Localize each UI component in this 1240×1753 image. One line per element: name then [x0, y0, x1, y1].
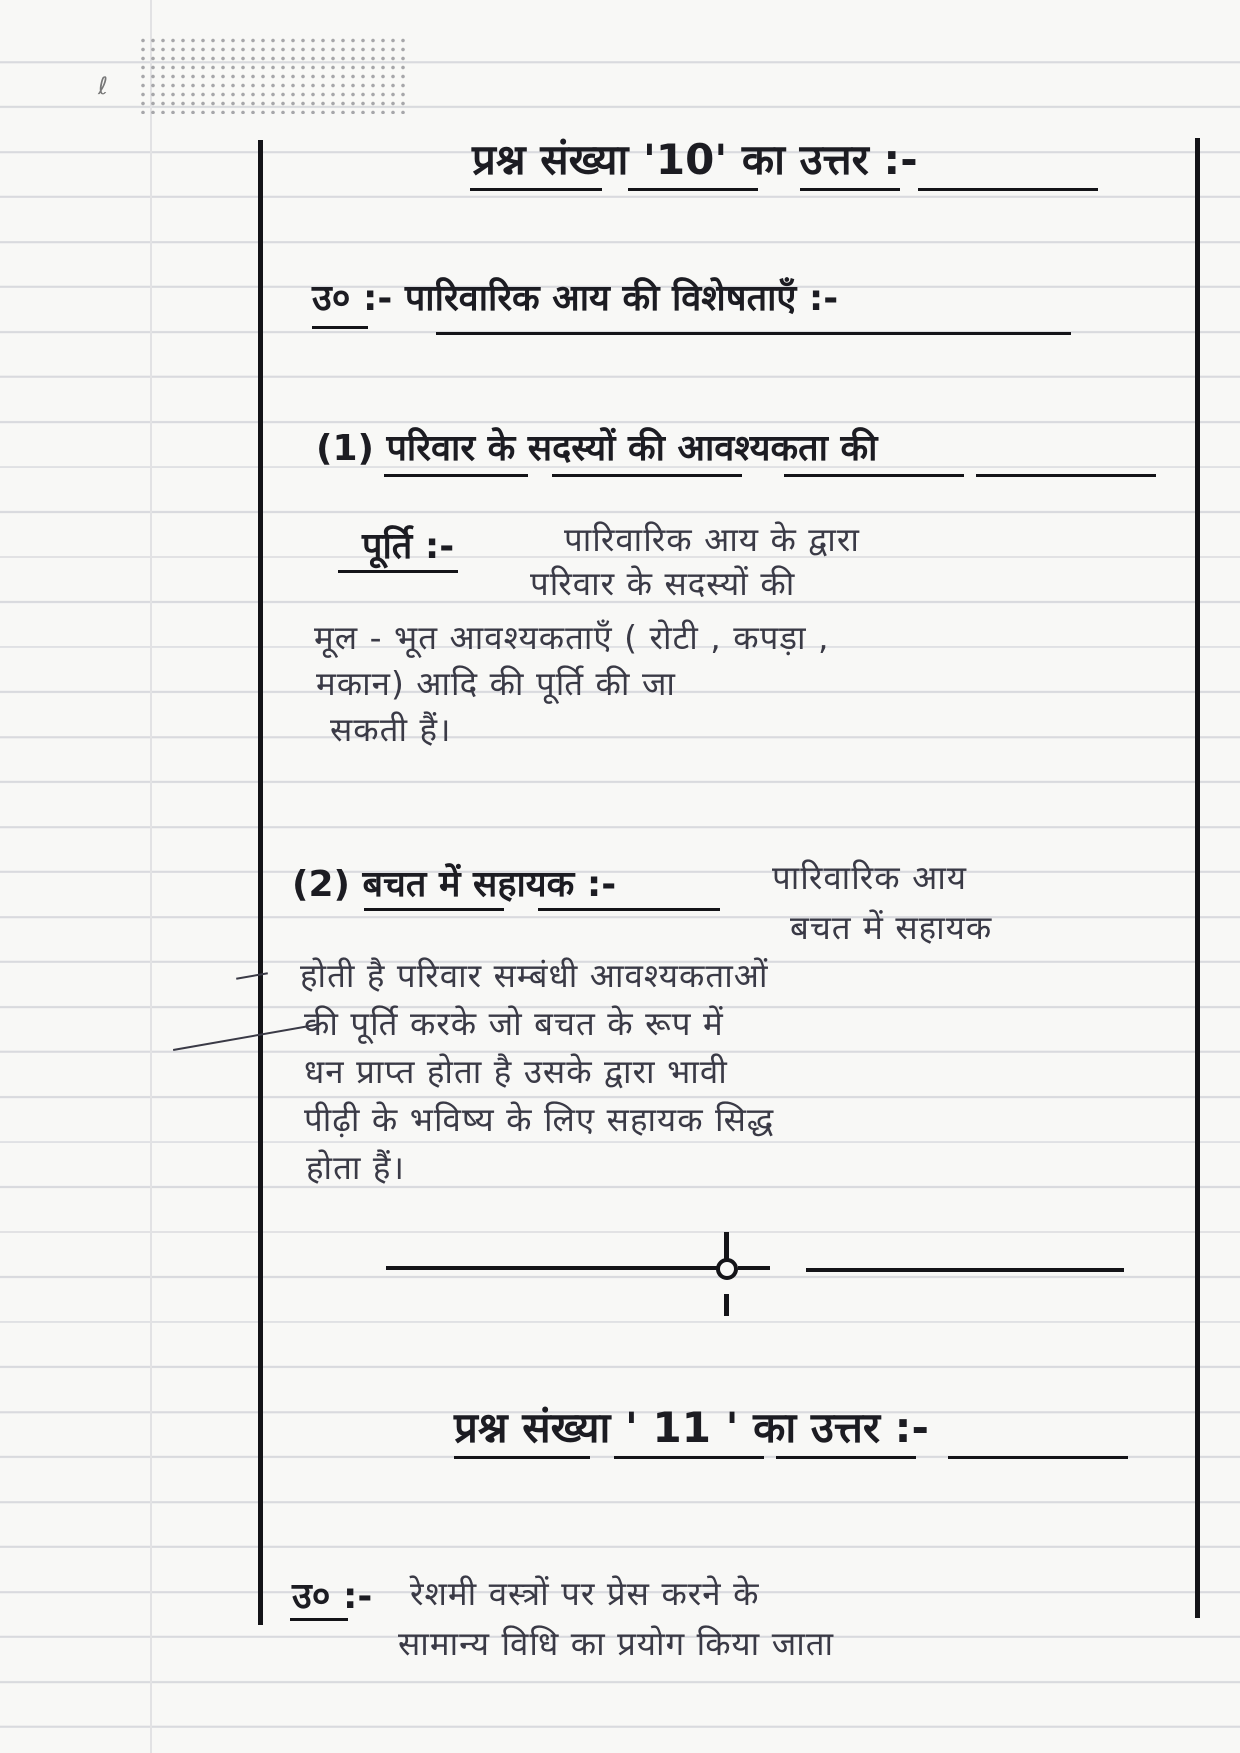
q11-answer-label-underline	[290, 1618, 348, 1621]
point1-heading-line2: पूर्ति :-	[362, 526, 455, 567]
margin-ink-stroke-1	[236, 972, 268, 980]
margin-rule	[150, 0, 152, 1753]
point1-body-line1: पारिवारिक आय के द्वारा	[564, 520, 860, 559]
q11-title-underline-3	[776, 1456, 916, 1459]
divider-line-right-stub	[738, 1266, 770, 1270]
q11-answer-label: उ० :-	[292, 1576, 373, 1617]
divider-stem-top	[724, 1232, 729, 1260]
answer-frame-left-border	[258, 140, 263, 1625]
point2-body-line2: बचत में सहायक	[790, 908, 993, 947]
q10-title-underline-1	[470, 188, 602, 191]
point2-body-line3: होती है परिवार सम्बंधी आवश्यकताओं	[300, 956, 769, 995]
divider-knot	[716, 1258, 738, 1280]
q10-answer-heading: उ० :- पारिवारिक आय की विशेषताएँ :-	[312, 278, 839, 319]
answer-frame-right-border	[1195, 138, 1200, 1618]
point1-underline-3	[784, 474, 964, 477]
point2-body-line4: की पूर्ति करके जो बचत के रूप में	[304, 1004, 724, 1043]
point1-body-line5: सकती हैं।	[330, 710, 452, 749]
point2-body-line5: धन प्राप्त होता है उसके द्वारा भावी	[304, 1052, 728, 1091]
point1-heading-line1: (1) परिवार के सदस्यों की आवश्यकता की	[316, 428, 878, 469]
q11-body-line2: सामान्य विधि का प्रयोग किया जाता	[398, 1624, 835, 1663]
q11-title-underline-2	[614, 1456, 764, 1459]
point2-body-line1: पारिवारिक आय	[772, 858, 967, 897]
point1-body-line2: परिवार के सदस्यों की	[530, 564, 796, 603]
margin-mark: ℓ	[98, 72, 108, 100]
point2-heading: (2) बचत में सहायक :-	[292, 864, 617, 905]
answer-label-underline	[312, 326, 368, 329]
q10-title-underline-3	[800, 188, 900, 191]
q11-title-underline-1	[454, 1456, 590, 1459]
point2-body-line7: होता हैं।	[306, 1148, 405, 1187]
q11-title: प्रश्न संख्या ' 11 ' का उत्तर :-	[454, 1403, 929, 1452]
q11-title-underline-4	[948, 1456, 1128, 1459]
divider-line-left	[386, 1266, 692, 1270]
margin-ink-stroke-2	[173, 1023, 321, 1051]
divider-line-right	[806, 1268, 1124, 1272]
q11-body-line1: रेशमी वस्त्रों पर प्रेस करने के	[410, 1574, 760, 1613]
point1-underline-2	[552, 474, 742, 477]
dot-matrix-stamp	[138, 36, 408, 114]
point1-body-line3: मूल - भूत आवश्यकताएँ ( रोटी , कपड़ा ,	[314, 618, 830, 657]
point2-underline-1	[364, 908, 504, 911]
point2-body-line6: पीढ़ी के भविष्य के लिए सहायक सिद्ध	[304, 1100, 775, 1139]
divider-stem-bottom	[724, 1294, 729, 1316]
point2-underline-2	[538, 908, 720, 911]
q10-title-underline-2	[628, 188, 758, 191]
point1-body-line4: मकान) आदि की पूर्ति की जा	[316, 664, 676, 703]
point1-underline-4	[976, 474, 1156, 477]
point1-underline-5	[338, 570, 458, 573]
q10-title: प्रश्न संख्या '10' का उत्तर :-	[472, 135, 918, 184]
point1-underline-1	[384, 474, 528, 477]
answer-heading-underline	[436, 332, 1071, 335]
divider-line-left-stub	[690, 1266, 718, 1270]
q10-title-underline-4	[918, 188, 1098, 191]
